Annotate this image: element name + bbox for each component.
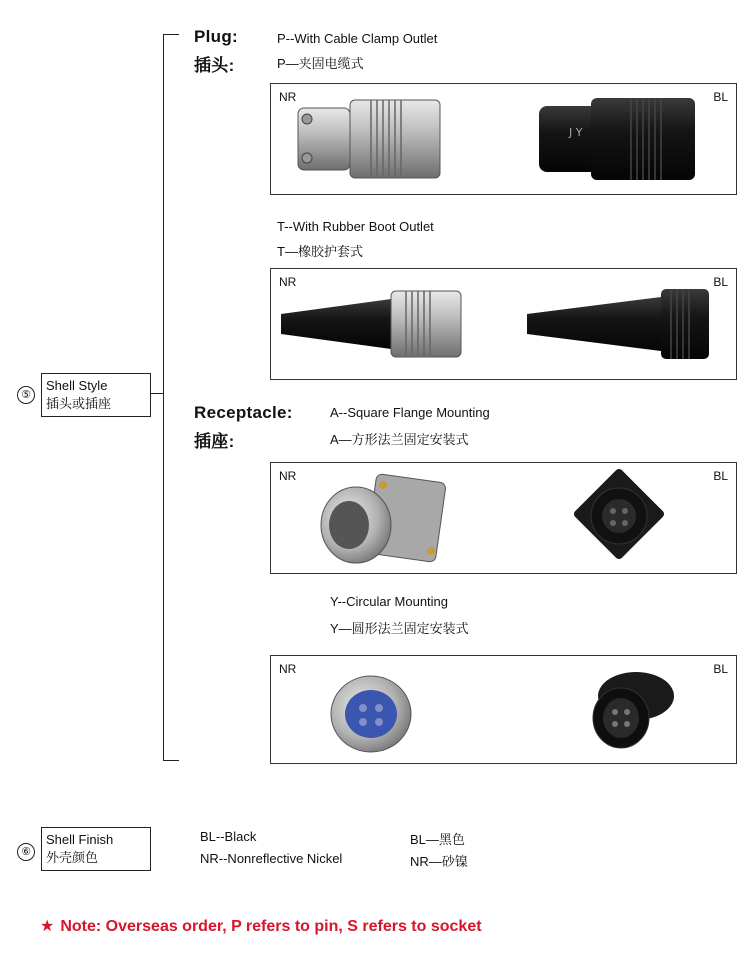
nickel-rubber-boot-plug <box>281 291 461 357</box>
shell-style-label-cn: 插头或插座 <box>46 396 112 411</box>
plug-p-images <box>271 84 736 194</box>
section-number-6: ⑥ <box>17 843 35 861</box>
note-text: Note: Overseas order, P refers to pin, S refers to socket <box>60 918 482 935</box>
receptacle-a-en: A--Square Flange Mounting <box>330 405 490 420</box>
tag-nr: NR <box>279 90 297 104</box>
panel-receptacle-a <box>270 462 737 574</box>
receptacle-y-images <box>271 656 736 763</box>
nickel-square-flange-receptacle <box>321 474 446 563</box>
tag-bl: BL <box>713 90 728 104</box>
receptacle-y-cn: Y—圆形法兰固定安装式 <box>330 621 469 636</box>
section-number-5: ⑤ <box>17 386 35 404</box>
receptacle-a-images <box>271 463 736 573</box>
nickel-circular-receptacle <box>331 676 411 752</box>
panel-receptacle-y <box>270 655 737 764</box>
receptacle-y-en: Y--Circular Mounting <box>330 594 449 609</box>
black-square-flange-receptacle <box>572 467 665 560</box>
nickel-cable-clamp-plug <box>298 100 440 178</box>
logo-text: J Y <box>569 126 583 139</box>
finish-bl-cn: BL—黑色 <box>410 832 465 847</box>
black-rubber-boot-plug <box>527 289 709 359</box>
plug-p-en: P--With Cable Clamp Outlet <box>277 31 438 46</box>
shell-finish-label-en: Shell Finish <box>46 832 114 847</box>
star-icon: ★ <box>40 918 55 935</box>
tag-bl: BL <box>713 662 728 676</box>
black-circular-receptacle <box>593 672 674 748</box>
tag-bl: BL <box>713 275 728 289</box>
finish-nr-cn: NR—砂镍 <box>410 854 468 869</box>
plug-heading-en: Plug: <box>194 27 238 46</box>
receptacle-heading-cn: 插座: <box>194 432 235 451</box>
finish-bl-en: BL--Black <box>200 829 257 844</box>
receptacle-a-cn: A—方形法兰固定安装式 <box>330 432 469 447</box>
plug-p-cn: P—夹固电缆式 <box>277 56 364 71</box>
shell-style-label-en: Shell Style <box>46 378 108 393</box>
panel-plug-p <box>270 83 737 195</box>
overseas-note <box>40 916 482 936</box>
tag-bl: BL <box>713 469 728 483</box>
bracket-link <box>150 393 164 394</box>
shell-finish-label <box>41 827 151 871</box>
finish-nr-en: NR--Nonreflective Nickel <box>200 851 343 866</box>
bracket-bottom <box>163 760 179 761</box>
panel-plug-t <box>270 268 737 380</box>
black-cable-clamp-plug <box>539 98 695 180</box>
tag-nr: NR <box>279 469 297 483</box>
plug-t-images <box>271 269 736 379</box>
bracket-line <box>163 34 164 761</box>
plug-heading-cn: 插头: <box>194 56 235 75</box>
shell-finish-label-cn: 外壳颜色 <box>46 850 99 865</box>
plug-t-cn: T—橡胶护套式 <box>277 244 363 259</box>
plug-t-en: T--With Rubber Boot Outlet <box>277 219 434 234</box>
bracket-top <box>163 34 179 35</box>
tag-nr: NR <box>279 275 297 289</box>
shell-style-label <box>41 373 151 417</box>
receptacle-heading-en: Receptacle: <box>194 403 293 422</box>
tag-nr: NR <box>279 662 297 676</box>
